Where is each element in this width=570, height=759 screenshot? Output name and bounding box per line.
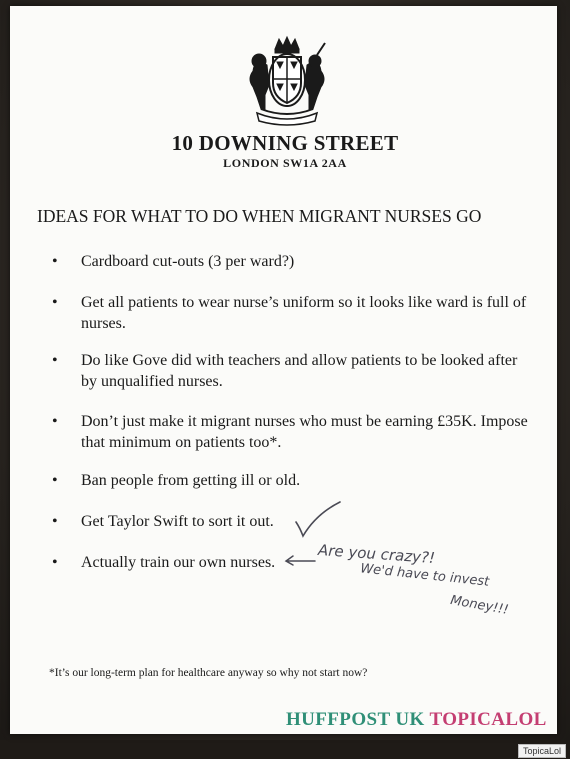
checkmark-icon bbox=[294, 500, 342, 540]
list-item: Get Taylor Swift to sort it out. bbox=[81, 513, 274, 530]
image-credit: TopicaLol bbox=[518, 744, 566, 758]
bullet: • bbox=[52, 352, 58, 369]
bullet: • bbox=[52, 294, 58, 311]
address-line-1: 10 DOWNING STREET bbox=[171, 131, 399, 155]
handwritten-note-line-1: Are you crazy?! bbox=[317, 540, 436, 568]
list-item: Do like Gove did with teachers and allow patients to be looked after by unqualified nurses. bbox=[81, 352, 518, 390]
royal-crest-icon bbox=[237, 35, 337, 127]
footnote: *It’s our long-term plan for healthcare anyway so why not start now? bbox=[49, 667, 368, 679]
bullet: • bbox=[52, 413, 58, 430]
list-item: Actually train our own nurses. bbox=[81, 554, 276, 571]
list-item: Ban people from getting ill or old. bbox=[81, 472, 301, 489]
bullet: • bbox=[52, 472, 58, 489]
bullet: • bbox=[52, 554, 58, 571]
arrow-icon bbox=[283, 553, 317, 567]
list-item: Cardboard cut-outs (3 per ward?) bbox=[81, 253, 295, 270]
brand-huffpost: HUFFPOST UK bbox=[286, 709, 425, 730]
brand-topicalol: TOPICALOL bbox=[429, 709, 547, 730]
list-heading: IDEAS FOR WHAT TO DO WHEN MIGRANT NURSES GO bbox=[37, 206, 482, 226]
bullet: • bbox=[52, 253, 58, 270]
handwritten-note-line-2: We'd have to invest bbox=[359, 561, 490, 590]
bullet: • bbox=[52, 513, 58, 530]
brand-logo bbox=[286, 709, 547, 731]
handwritten-note-line-3: Money!!! bbox=[449, 593, 510, 618]
list-item: Get all patients to wear nurse’s uniform so it looks like ward is full of nurses. bbox=[81, 294, 527, 332]
list-item: Don’t just make it migrant nurses who must be earning £35K. Impose that minimum on patients too*. bbox=[81, 413, 528, 451]
address-line-2: LONDON SW1A 2AA bbox=[223, 156, 347, 170]
